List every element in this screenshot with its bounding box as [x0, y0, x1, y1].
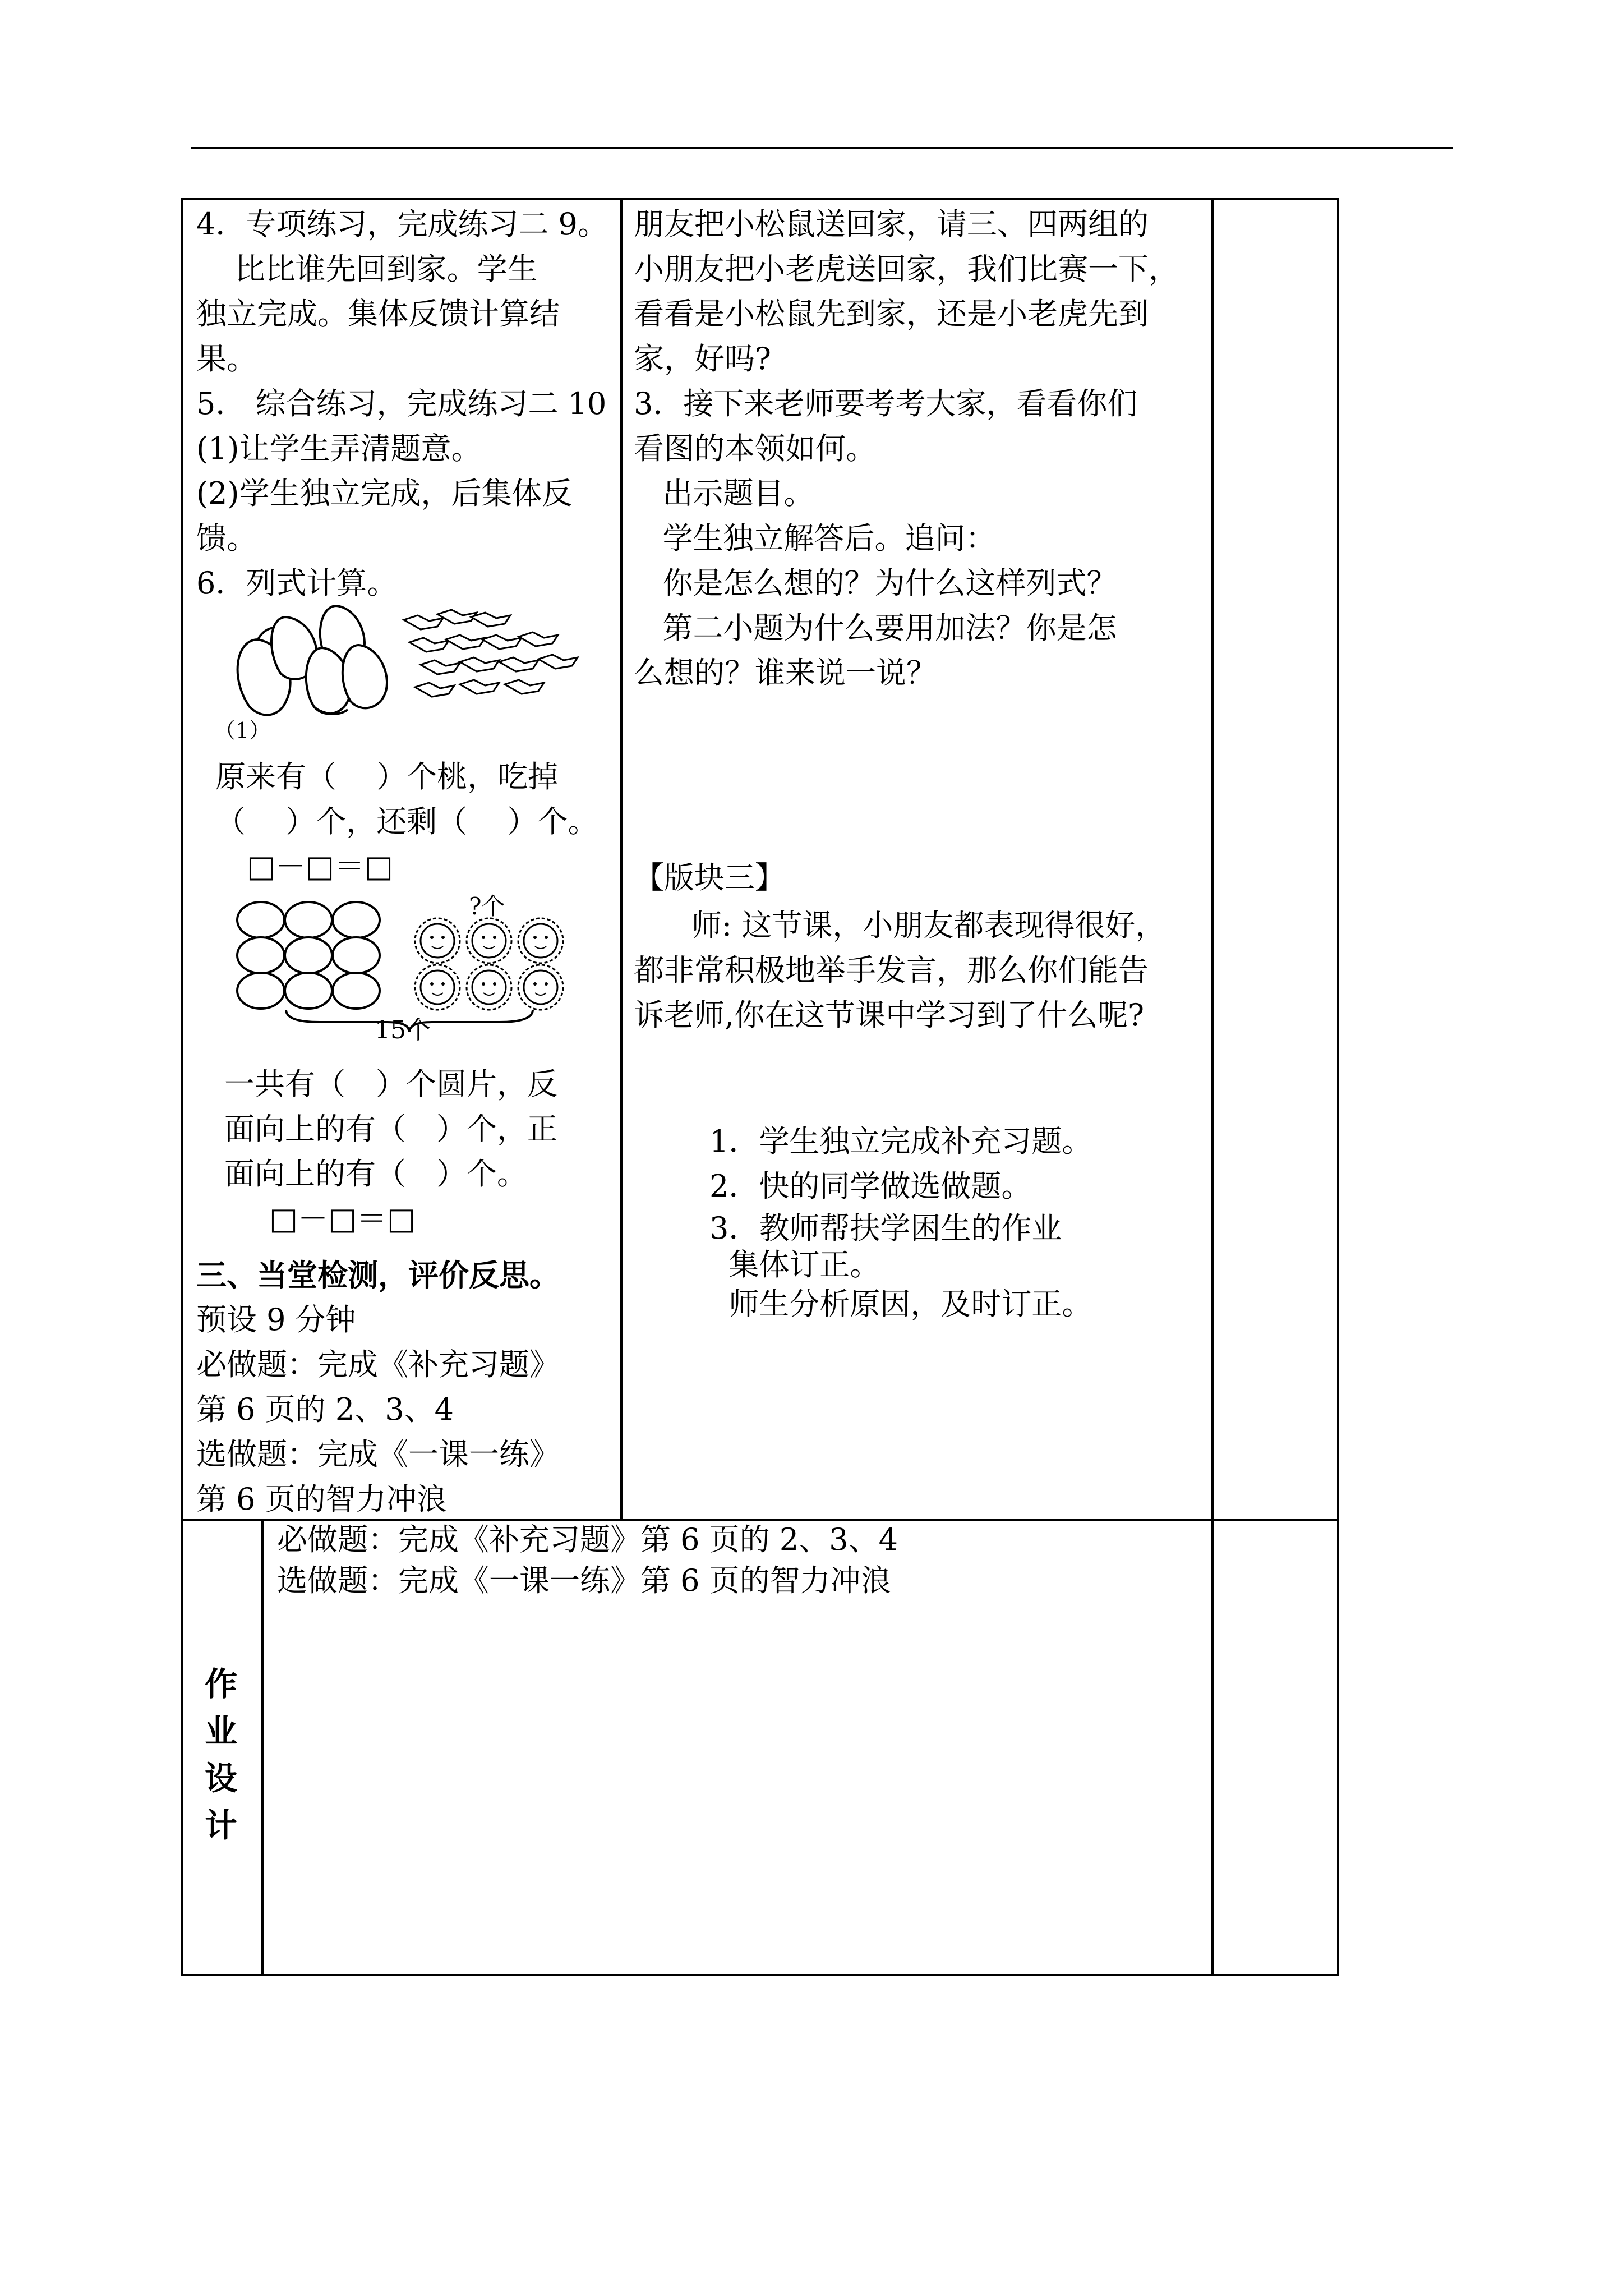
right-line-11: 么想的？谁来说一说？ — [634, 655, 937, 691]
column-divider-1 — [620, 198, 623, 1520]
table-border-bottom — [181, 1974, 1339, 1976]
section3-title: 三、当堂检测，评价反思。 — [196, 1257, 560, 1293]
homework-line-1: 必做题：完成《补充习题》第 6 页的 2、3、4 — [277, 1522, 898, 1557]
block3-line-3: 诉老师,你在这节课中学习到了什么呢? — [634, 997, 1145, 1033]
section3-line-1: 预设 9 分钟 — [196, 1302, 356, 1337]
list-line-5: 师生分析原因，及时订正。 — [709, 1286, 1092, 1322]
list-line-2: 2．快的同学做选做题。 — [709, 1168, 1032, 1204]
block3-line-1: 师: 这节课，小朋友都表现得很好， — [634, 908, 1166, 943]
column-divider-notes — [1211, 198, 1214, 1976]
homework-line-2: 选做题：完成《一课一练》第 6 页的智力冲浪 — [277, 1563, 891, 1598]
equation-2: □－□＝□ — [269, 1201, 416, 1236]
right-line-8: 学生独立解答后。追问： — [634, 521, 996, 556]
left-line-8: 馈。 — [196, 521, 257, 556]
right-line-10: 第二小题为什么要用加法？你是怎 — [634, 610, 1117, 646]
disc-figure-total-label: 15个 — [375, 1016, 431, 1045]
homework-label-char-2: 业 — [204, 1712, 237, 1750]
table-border-right — [1337, 198, 1339, 1976]
left-line-7: (2)学生独立完成，后集体反 — [196, 476, 573, 511]
homework-label-char-4: 计 — [204, 1806, 237, 1844]
homework-label-char-3: 设 — [204, 1759, 237, 1797]
left-line-9: 6．列式计算。 — [196, 565, 398, 601]
section3-line-3: 第 6 页的 2、3、4 — [196, 1392, 454, 1427]
figure1-index: （1） — [214, 718, 271, 743]
block3-line-2: 都非常积极地举手发言，那么你们能告 — [634, 953, 1149, 988]
right-line-5: 3．接下来老师要考考大家，看看你们 — [634, 386, 1138, 421]
homework-label-char-1: 作 — [204, 1665, 237, 1703]
left-line-2: 比比谁先回到家。学生 — [196, 251, 538, 287]
block3-title: 【版块三】 — [634, 860, 785, 895]
table-border-left — [181, 198, 183, 1976]
left-line-4: 果。 — [196, 341, 257, 376]
section3-line-5: 第 6 页的智力冲浪 — [196, 1481, 447, 1517]
peach-question-line-2: （ ）个，还剩（ ）个。 — [215, 804, 598, 839]
list-line-3: 3．教师帮扶学困生的作业 — [709, 1211, 1062, 1246]
left-line-3: 独立完成。集体反馈计算结 — [196, 296, 560, 332]
peach-figure — [224, 595, 583, 724]
header-rule — [191, 147, 1453, 149]
list-line-1: 1．学生独立完成补充习题。 — [709, 1124, 1092, 1159]
right-line-1: 朋友把小松鼠送回家，请三、四两组的 — [634, 206, 1149, 242]
right-line-6: 看图的本领如何。 — [634, 431, 876, 466]
equation-1: □－□＝□ — [247, 849, 394, 884]
disc-figure-question-label: ?个 — [469, 892, 505, 920]
left-line-6: (1)让学生弄清题意。 — [196, 431, 482, 466]
right-line-9: 你是怎么想的？为什么这样列式？ — [634, 565, 1117, 601]
right-line-7: 出示题目。 — [634, 476, 814, 511]
disc-question-line-3: 面向上的有（ ）个。 — [224, 1156, 527, 1191]
disc-question-line-2: 面向上的有（ ）个，正 — [224, 1111, 557, 1147]
homework-label-divider — [261, 1519, 264, 1976]
right-line-2: 小朋友把小老虎送回家，我们比赛一下， — [634, 251, 1179, 287]
section3-line-2: 必做题：完成《补充习题》 — [196, 1347, 560, 1382]
disc-question-line-1: 一共有（ ）个圆片，反 — [224, 1066, 557, 1102]
right-line-3: 看看是小松鼠先到家，还是小老虎先到 — [634, 296, 1149, 332]
left-line-1: 4．专项练习，完成练习二 9。 — [196, 206, 608, 242]
table-border-top — [181, 198, 1339, 200]
left-line-5: 5． 综合练习，完成练习二 10 — [196, 386, 607, 421]
right-line-4: 家，好吗? — [634, 341, 771, 376]
section3-line-4: 选做题：完成《一课一练》 — [196, 1437, 560, 1472]
peach-question-line-1: 原来有（ ）个桃，吃掉 — [215, 759, 559, 794]
list-line-4: 集体订正。 — [709, 1247, 880, 1282]
